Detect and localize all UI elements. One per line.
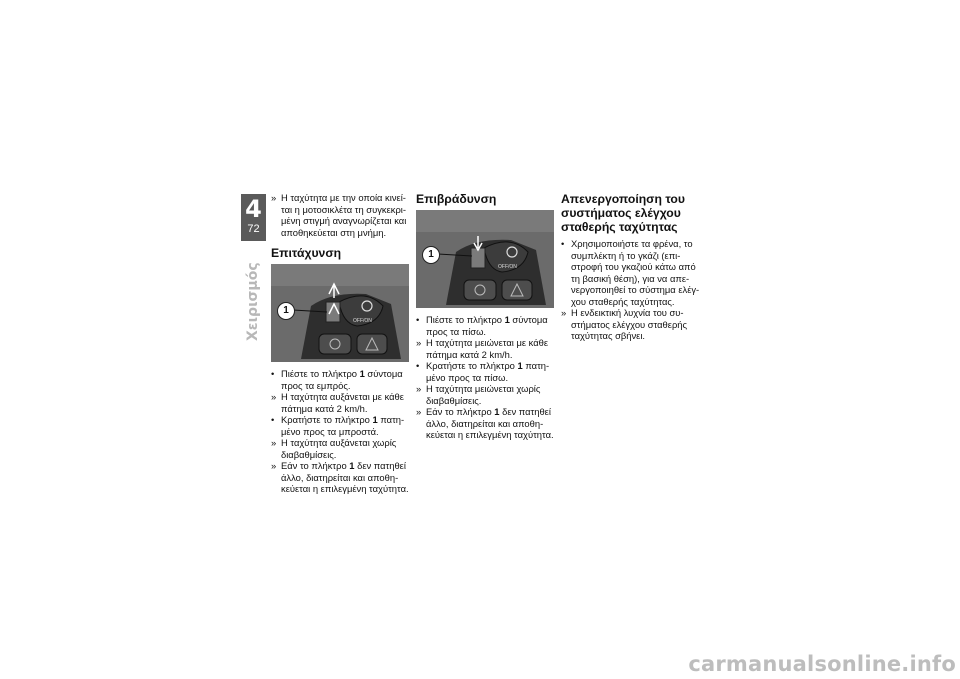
list-marker: • — [416, 360, 420, 371]
key-ref: 1 — [504, 314, 510, 325]
key-ref: 1 — [517, 360, 523, 371]
item-text: σύντομα προς τα εμπρός. — [281, 368, 403, 391]
item-text: Πιέστε το πλήκτρο — [281, 368, 360, 379]
list-item — [271, 460, 416, 495]
key-ref: 1 — [494, 406, 500, 417]
item-text: Εάν το πλήκτρο — [426, 406, 495, 417]
list-marker: » — [416, 406, 422, 417]
list-marker: • — [271, 368, 275, 379]
callout-1: 1 — [277, 302, 295, 320]
list-item — [416, 360, 561, 383]
item-text: Η ταχύτητα με την οποία κινεί-ται η μοτοσικλέτα τη συγκεκρι-μένη στιγμή αναγνωρίζεται και αποθηκεύεται στη μνήμη. — [281, 192, 407, 238]
list-marker: • — [416, 314, 420, 325]
switch-label: OFF/ON — [353, 318, 372, 324]
list-marker: » — [271, 192, 277, 203]
list-item — [561, 307, 706, 342]
intro-list — [271, 192, 416, 238]
key-ref: 1 — [372, 414, 378, 425]
item-text: σύντομα προς τα πίσω. — [426, 314, 548, 337]
list-item — [271, 391, 416, 414]
list-marker: » — [271, 460, 277, 471]
chapter-number: 4 — [245, 195, 262, 223]
item-text: Η ενδεικτική λυχνία του συ-στήματος ελέγχου σταθερής ταχύτητας σβήνει. — [571, 307, 688, 341]
chapter-title: Χειρισμός — [245, 262, 261, 341]
list-marker: • — [561, 238, 565, 249]
item-text: Η ταχύτητα αυξάνεται χωρίς διαβαθμίσεις. — [281, 437, 397, 460]
section-heading-deactivation: Απενεργοποίηση του συστήματος ελέγχου σταθερής ταχύτητας — [561, 192, 685, 234]
key-ref: 1 — [359, 368, 365, 379]
list-marker: » — [416, 337, 422, 348]
item-text: Η ταχύτητα μειώνεται χωρίς διαβαθμίσεις. — [426, 383, 541, 406]
column-3 — [561, 192, 706, 342]
page-number: 72 — [247, 223, 260, 235]
list-item — [416, 383, 561, 406]
list-marker: » — [271, 437, 277, 448]
item-text: Πιέστε το πλήκτρο — [426, 314, 505, 325]
list-item — [271, 437, 416, 460]
item-text: Χρησιμοποιήστε τα φρένα, το συμπλέκτη ή το γκάζι (επι-στροφή του γκαζιού κάτω από τη βασική θέση), για να απε-νεργοποιηθεί το σύστημα ελέγ-χου σταθερής ταχύτητας. — [571, 238, 700, 307]
section-heading-acceleration: Επιτάχυνση — [271, 246, 342, 260]
item-text: Κρατήστε το πλήκτρο — [281, 414, 373, 425]
item-text: Η ταχύτητα μειώνεται με κάθε πάτημα κατά 2 km/h. — [426, 337, 549, 360]
item-text: πατη-μένο προς τα πίσω. — [426, 360, 550, 383]
callout-1: 1 — [422, 246, 440, 264]
list-item — [271, 368, 416, 391]
item-text: δεν πατηθεί άλλο, διατηρείται και αποθη-κεύεται η επιλεγμένη ταχύτητα. — [426, 406, 554, 440]
deceleration-list — [416, 314, 561, 441]
list-item — [416, 406, 561, 441]
chapter-tab — [241, 194, 266, 241]
section-heading-deceleration: Επιβράδυνση — [416, 192, 497, 206]
list-item — [561, 238, 706, 307]
column-2 — [416, 192, 561, 441]
list-item — [416, 314, 561, 337]
list-marker: » — [271, 391, 277, 402]
list-item — [271, 192, 416, 238]
deactivation-list — [561, 238, 706, 342]
watermark: carmanualsonline.info — [688, 652, 956, 676]
list-item — [271, 414, 416, 437]
list-item — [416, 337, 561, 360]
list-marker: • — [271, 414, 275, 425]
handlebar-switch-photo-deceleration — [416, 210, 554, 308]
item-text: δεν πατηθεί άλλο, διατηρείται και αποθη-κεύεται η επιλεγμένη ταχύτητα. — [281, 460, 409, 494]
item-text: Κρατήστε το πλήκτρο — [426, 360, 518, 371]
item-text: πατη-μένο προς τα μπροστά. — [281, 414, 405, 437]
list-marker: » — [416, 383, 422, 394]
item-text: Η ταχύτητα αυξάνεται με κάθε πάτημα κατά 2 km/h. — [281, 391, 404, 414]
handlebar-switch-photo-acceleration — [271, 264, 409, 362]
key-ref: 1 — [349, 460, 355, 471]
switch-label: OFF/ON — [498, 264, 517, 270]
item-text: Εάν το πλήκτρο — [281, 460, 350, 471]
acceleration-list — [271, 368, 416, 495]
column-1 — [271, 192, 416, 495]
list-marker: » — [561, 307, 567, 318]
